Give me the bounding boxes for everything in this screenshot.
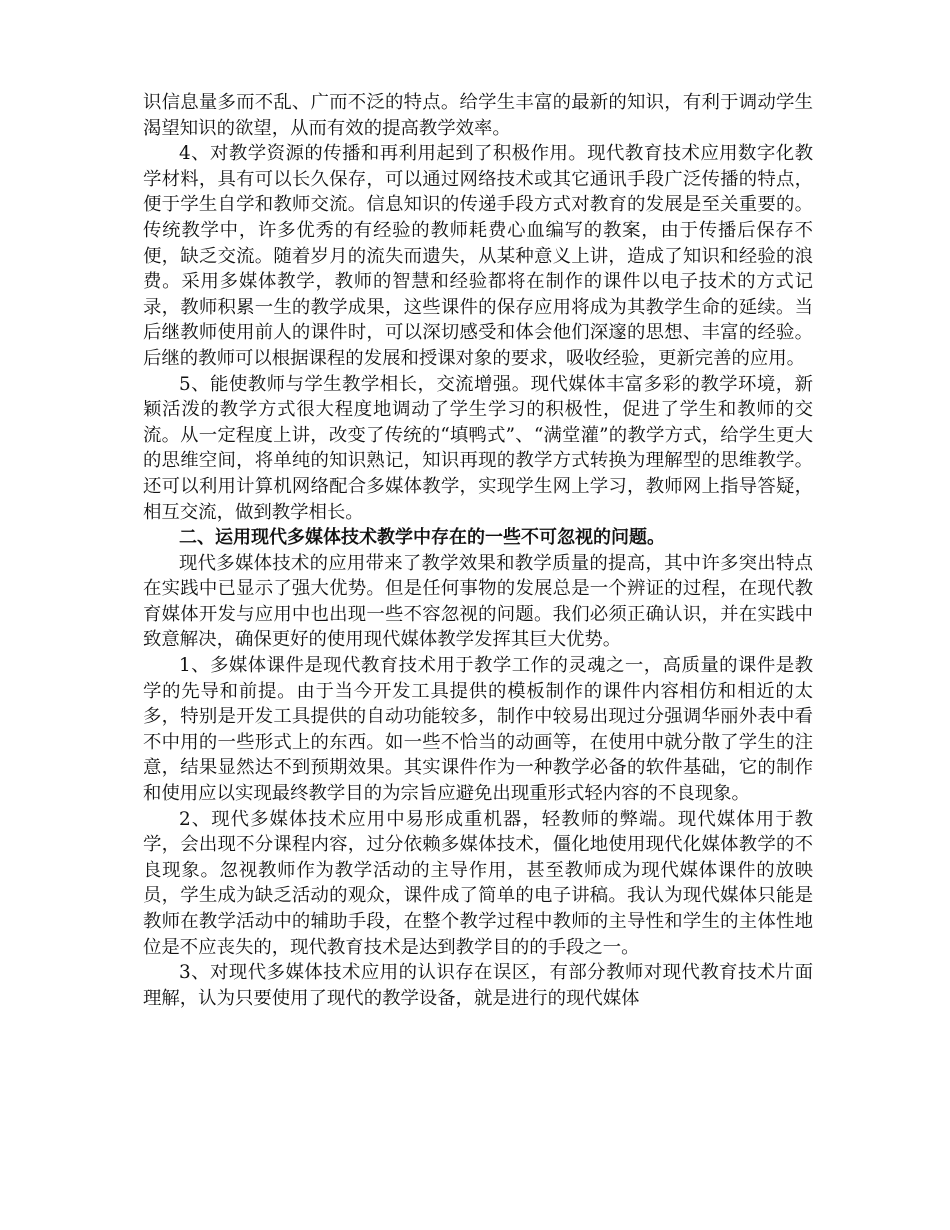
section-heading: 二、运用现代多媒体技术教学中存在的一些不可忽视的问题。: [179, 527, 665, 549]
paragraph-problem-2: 2、现代多媒体技术应用中易形成重机器，轻教师的弊端。现代媒体用于教学，会出现不分课程内容，过分依赖多媒体技术，僵化地使用现代化媒体教学的不良现象。忽视教师作为教学活动的主导作用，甚至教师成为现代媒体课件的放映员，学生成为缺乏活动的观众，课件成了简单的电子讲稿。我认为现代媒体只能是教师在教学活动中的辅助手段，在整个教学过程中教师的主导性和学生的主体性地位是不应丧失的，现代教育技术是达到教学目的的手段之一。: [143, 808, 813, 958]
paragraph-intro: 现代多媒体技术的应用带来了教学效果和教学质量的提高，其中许多突出特点在实践中已显示了强大优势。但是任何事物的发展总是一个辨证的过程，在现代教育媒体开发与应用中也出现一些不容忽视的问题。我们必须正确认识，并在实践中致意解决，确保更好的使用现代媒体教学发挥其巨大优势。: [143, 552, 813, 651]
paragraph-point-5: 5、能使教师与学生教学相长，交流增强。现代媒体丰富多彩的教学环境，新颖活泼的教学方式很大程度地调动了学生学习的积极性，促进了学生和教师的交流。从一定程度上讲，改变了传统的“填鸭式”、“满堂灌”的教学方式，给学生更大的思维空间，将单纯的知识熟记，知识再现的教学方式转换为理解型的思维教学。还可以利用计算机网络配合多媒体教学，实现学生网上学习，教师网上指导答疑，相互交流，做到教学相长。: [143, 373, 813, 523]
paragraph-problem-3: 3、对现代多媒体技术应用的认识存在误区，有部分教师对现代教育技术片面理解，认为只要使用了现代的教学设备，就是进行的现代媒体: [143, 962, 813, 1009]
document-page: [143, 90, 813, 1011]
paragraph-continuation: 识信息量多而不乱、广而不泛的特点。给学生丰富的最新的知识，有利于调动学生渴望知识的欲望，从而有效的提高教学效率。: [143, 92, 813, 139]
paragraph-problem-1: 1、多媒体课件是现代教育技术用于教学工作的灵魂之一，高质量的课件是教学的先导和前提。由于当今开发工具提供的模板制作的课件内容相仿和相近的太多，特别是开发工具提供的自动功能较多，制作中较易出现过分强调华丽外表中看不中用的一些形式上的东西。如一些不恰当的动画等，在使用中就分散了学生的注意，结果显然达不到预期效果。其实课件作为一种教学必备的软件基础，它的制作和使用应以实现最终教学目的为宗旨应避免出现重形式轻内容的不良现象。: [143, 655, 813, 805]
paragraph-point-4: 4、对教学资源的传播和再利用起到了积极作用。现代教育技术应用数字化教学材料，具有可以长久保存，可以通过网络技术或其它通讯手段广泛传播的特点，便于学生自学和教师交流。信息知识的传递手段方式对教育的发展是至关重要的。传统教学中，许多优秀的有经验的教师耗费心血编写的教案，由于传播后保存不便，缺乏交流。随着岁月的流失而遗失，从某种意义上讲，造成了知识和经验的浪费。采用多媒体教学，教师的智慧和经验都将在制作的课件以电子技术的方式记录，教师积累一生的教学成果，这些课件的保存应用将成为其教学生命的延续。当后继教师使用前人的课件时，可以深切感受和体会他们深邃的思想、丰富的经验。后继的教师可以根据课程的发展和授课对象的要求，吸收经验，更新完善的应用。: [143, 143, 813, 369]
